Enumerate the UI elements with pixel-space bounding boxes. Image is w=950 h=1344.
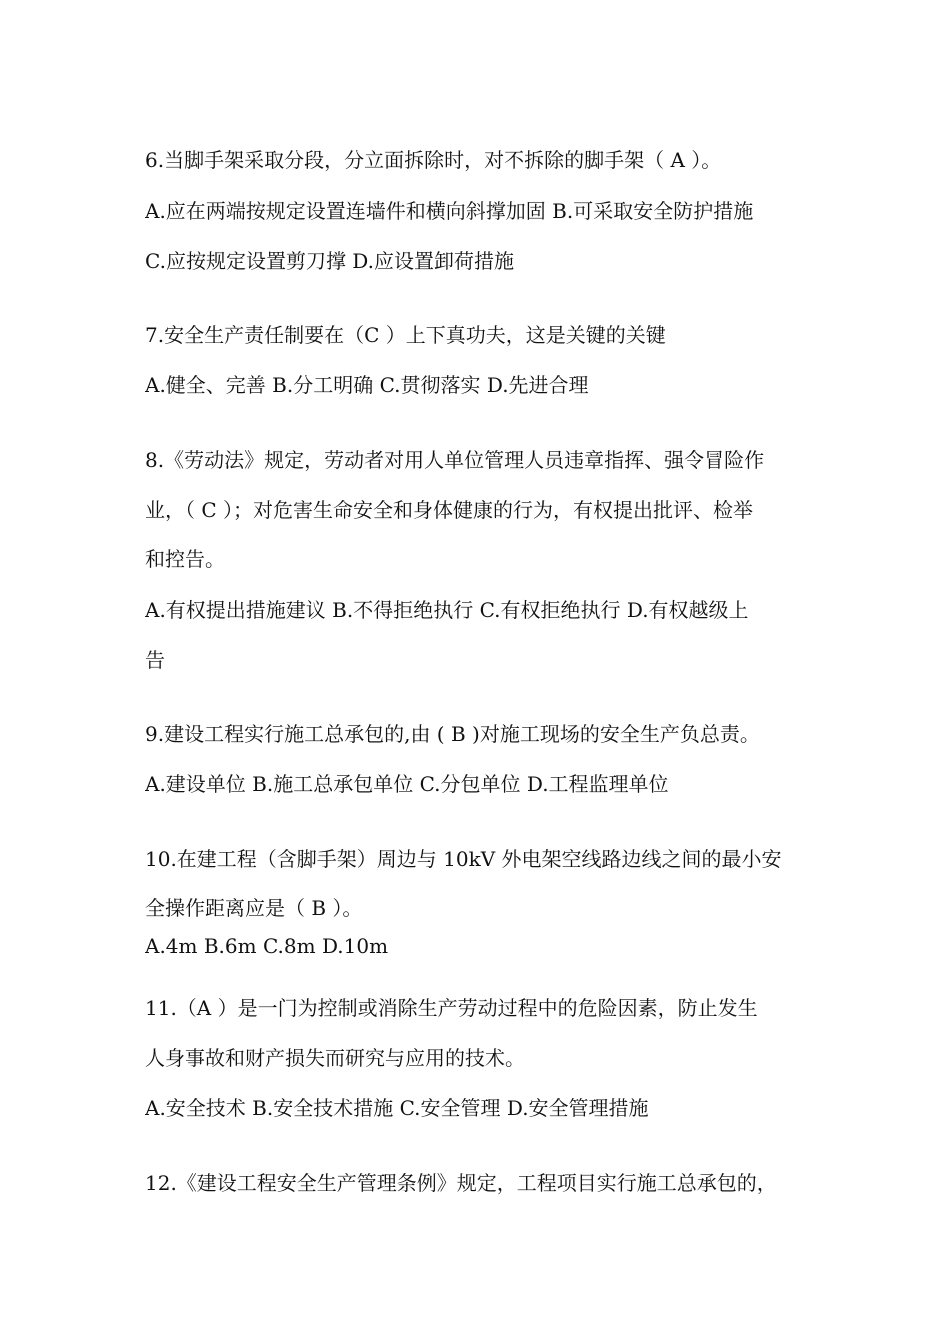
- question-12-text: 12.《建设工程安全生产管理条例》规定，工程项目实行施工总承包的，: [145, 1171, 777, 1195]
- question-11-text-line-2: 人身事故和财产损失而研究与应用的技术。: [145, 1046, 525, 1070]
- question-8-text-line-2: 业，（ C ）；对危害生命安全和身体健康的行为，有权提出批评、检举: [145, 498, 754, 522]
- question-6-text: 6.当脚手架采取分段，分立面拆除时，对不拆除的脚手架（ A ）。: [145, 148, 722, 172]
- question-7-options: A.健全、完善 B.分工明确 C.贯彻落实 D.先进合理: [145, 373, 589, 397]
- question-10-text-line-2: 全操作距离应是（ B ）。: [145, 896, 363, 920]
- question-9-options: A.建设单位 B.施工总承包单位 C.分包单位 D.工程监理单位: [145, 772, 669, 796]
- question-8-text-line-1: 8.《劳动法》规定，劳动者对用人单位管理人员违章指挥、强令冒险作: [145, 448, 765, 472]
- question-8-text-line-3: 和控告。: [145, 547, 225, 571]
- question-8-options-line-1: A.有权提出措施建议 B.不得拒绝执行 C.有权拒绝执行 D.有权越级上: [145, 598, 749, 622]
- question-6-options-line-1: A.应在两端按规定设置连墙件和横向斜撑加固 B.可采取安全防护措施: [145, 199, 754, 223]
- question-6-options-line-2: C.应按规定设置剪刀撑 D.应设置卸荷措施: [145, 249, 514, 273]
- question-11-options: A.安全技术 B.安全技术措施 C.安全管理 D.安全管理措施: [145, 1096, 649, 1120]
- question-10-text-line-1: 10.在建工程（含脚手架）周边与 10kV 外电架空线路边线之间的最小安: [145, 847, 782, 871]
- question-9-text: 9.建设工程实行施工总承包的,由 ( B )对施工现场的安全生产负总责。: [145, 722, 760, 746]
- question-10-options: A.4m B.6m C.8m D.10m: [145, 934, 389, 958]
- question-7-text: 7.安全生产责任制要在（C ）上下真功夫，这是关键的关键: [145, 323, 666, 347]
- question-11-text-line-1: 11.（A ）是一门为控制或消除生产劳动过程中的危险因素，防止发生: [145, 996, 758, 1020]
- question-8-options-line-2: 告: [145, 648, 165, 672]
